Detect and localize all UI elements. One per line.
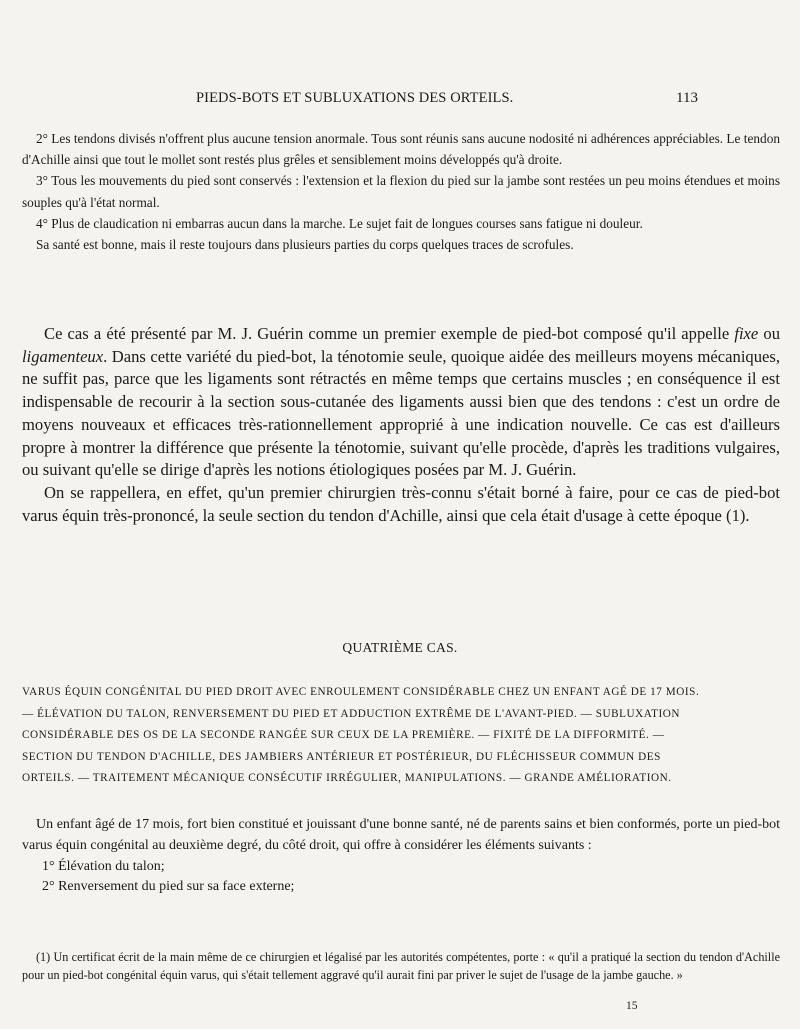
observation-item: 4° Plus de claudication ni embarras aucun dans la marche. Le sujet fait de longues courses sans fatigue ni douleur. [36, 215, 643, 231]
case-summary-line: ORTEILS. — TRAITEMENT MÉCANIQUE CONSÉCUTIF IRRÉGULIER, MANIPULATIONS. — GRANDE AMÉLIORATION. [22, 772, 672, 785]
commentary-text: . Dans cette variété du pied-bot, la ténotomie seule, quoique aidée des meilleurs moyens mécaniques, ne suffit pas, parce que les ligaments sont rétractés en même temps que certains muscles ; en conséquence il est indispensable de recourir à la section sous-cutanée des ligaments aussi bien que des tendons : c'est un ordre de moyens nouveaux et efficaces très-rationnellement approprié à une indication nouvelle. Ce cas est d'ailleurs propre à montrer la différence que présente la ténotomie, suivant qu'elle procède, d'après les traditions vulgaires, ou suivant qu'elle se dirige d'après les notions étiologiques posées par M. J. Guérin. [22, 346, 780, 480]
signature-mark: 15 [626, 1000, 638, 1012]
page-number: 113 [676, 90, 698, 106]
commentary-emphasis: ligamenteux [22, 346, 104, 366]
case-description [22, 815, 780, 898]
case-summary-line: CONSIDÉRABLE DES OS DE LA SECONDE RANGÉE SUR CEUX DE LA PREMIÈRE. — FIXITÉ DE LA DIFFORMITÉ. — [22, 729, 665, 742]
commentary-paragraph [22, 323, 780, 482]
commentary-emphasis: fixe [734, 324, 759, 343]
observation-item: 2° Les tendons divisés n'offrent plus aucune tension anormale. Tous sont réunis sans aucune nodosité ni adhérences appréciables. Le tendon d'Achille ainsi que tout le mollet sont restés plus grêles et sensiblement moins développés qu'à droite. [22, 131, 780, 168]
case-summary-line: SECTION DU TENDON D'ACHILLE, DES JAMBIERS ANTÉRIEUR ET POSTÉRIEUR, DU FLÉCHISSEUR COMMUN DES [22, 750, 661, 763]
section-heading: QUATRIÈME CAS. [342, 640, 458, 655]
commentary [22, 323, 780, 527]
case-item: 2° Renversement du pied sur sa face externe; [42, 879, 295, 895]
commentary-paragraph: On se rappellera, en effet, qu'un premier chirurgien très-connu s'était borné à faire, pour ce cas de pied-bot varus équin très-prononcé, la seule section du tendon d'Achille, ainsi que cela était d'usage à cette époque (1). [22, 482, 780, 525]
observation-item: Sa santé est bonne, mais il reste toujours dans plusieurs parties du corps quelques traces de scrofules. [36, 237, 574, 253]
footnote [22, 948, 780, 985]
running-header [0, 90, 800, 110]
case-summary-line: — ÉLÉVATION DU TALON, RENVERSEMENT DU PIED ET ADDUCTION EXTRÊME DE L'AVANT-PIED. — SUBLUXATION [22, 707, 681, 720]
footnote-text: (1) Un certificat écrit de la main même de ce chirurgien et légalisé par les autorités compétentes, porte : « qu'il a pratiqué la section du tendon d'Achille pour un pied-bot congénital équin varus, qui s'était tellement aggravé qu'il aurait fini par priver le sujet de l'usage de la jambe gauche. » [22, 950, 780, 983]
running-title: PIEDS-BOTS ET SUBLUXATIONS DES ORTEILS. [196, 90, 514, 106]
case-item: 1° Élévation du talon; [42, 858, 165, 874]
case-summary [22, 682, 780, 790]
commentary-text: ou [758, 324, 780, 343]
case-intro: Un enfant âgé de 17 mois, fort bien constitué et jouissant d'une bonne santé, né de parents sains et bien conformés, porte un pied-bot varus équin congénital au deuxième degré, du côté droit, qui offre à considérer les éléments suivants : [22, 817, 780, 853]
observation-list [22, 128, 780, 255]
case-summary-line: VARUS ÉQUIN CONGÉNITAL DU PIED DROIT AVEC ENROULEMENT CONSIDÉRABLE CHEZ UN ENFANT AGÉ DE 17 MOIS. [22, 686, 700, 698]
commentary-text: Ce cas a été présenté par M. J. Guérin comme un premier exemple de pied-bot composé qu'il appelle [44, 324, 735, 343]
observation-item: 3° Tous les mouvements du pied sont conservés : l'extension et la flexion du pied sur la jambe sont restées un peu moins étendues et moins souples qu'à l'état normal. [22, 173, 780, 210]
